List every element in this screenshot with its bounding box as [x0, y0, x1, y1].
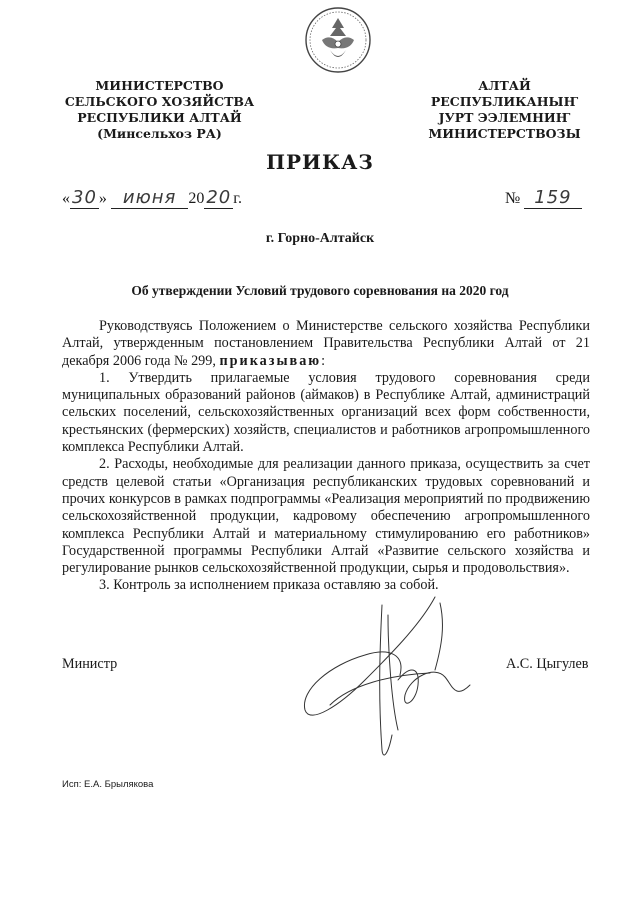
order-number: [505, 187, 582, 208]
date-year-prefix: 20: [188, 190, 205, 207]
order-date: [62, 187, 242, 208]
clause-3: 3. Контроль за исполнением приказа оставляю за собой.: [99, 577, 439, 594]
date-year-mark: г.: [233, 190, 243, 207]
preamble-colon: :: [321, 352, 326, 369]
order-word: приказываю: [219, 352, 322, 369]
date-month: июня: [111, 187, 188, 209]
ministry-header-altai: [397, 78, 612, 142]
date-open-quote: «: [62, 190, 70, 207]
clause-1: 1. Утвердить прилагаемые условия трудового соревнования среди муниципальных образований районов (аймаков) в Республике Алтай, администраций сельских поселений, сельскохозяйственных организаций всех форм собственности, крестьянских (фермерских) хозяйств, специалистов и работников агропромышленного комплекса Республики Алтай.: [62, 369, 590, 456]
number-value: 159: [524, 187, 581, 209]
header-line: (Минсельхоз РА): [97, 126, 222, 141]
signatory-position: Министр: [62, 656, 118, 672]
date-year-suffix: 20: [206, 187, 232, 208]
preamble-text: Руководствуясь Положением о Министерстве сельского хозяйства Республики Алтай, утвержденным постановлением Правительства Республики Алтай от 21 декабря 2006 года № 299,: [62, 318, 590, 369]
executor-note: Исп: Е.А. Брылякова: [62, 779, 154, 790]
number-label: №: [505, 190, 521, 207]
header-line: МИНИСТЕРСТВО: [95, 78, 224, 93]
date-day: 30: [72, 187, 97, 208]
document-title: ПРИКАЗ: [266, 150, 374, 174]
header-line: РЕСПУБЛИКИ АЛТАЙ: [77, 110, 242, 125]
header-line: ЈУРТ ЭЭЛЕМНИҤ: [438, 110, 571, 125]
header-line: РЕСПУБЛИКАНЫҤ: [430, 94, 579, 109]
clause-2: 2. Расходы, необходимые для реализации данного приказа, осуществить за счет средств целевой статьи «Организация республиканских трудовых соревнований и прочих конкурсов в рамках подпрограммы «Реализация мероприятий по продвижению сельскохозяйственной продукции, кадровому обеспечению агропромышленного комплекса Республики Алтай и материальному стимулированию его работников» Государственной программы Республики Алтай «Развитие сельского хозяйства и регулирование рынков сельскохозяйственной продукции, сырья и продовольствия».: [62, 456, 590, 577]
date-close-quote: »: [98, 190, 107, 207]
signatory-name: А.С. Цыгулев: [506, 656, 589, 672]
header-line: АЛТАЙ: [478, 78, 531, 93]
order-body: [62, 318, 590, 595]
city-line: г. Горно-Алтайск: [265, 231, 375, 246]
coat-of-arms-emblem: [300, 6, 376, 74]
order-subject: Об утверждении Условий трудового соревнования на 2020 год: [131, 283, 509, 298]
header-line: СЕЛЬСКОГО ХОЗЯЙСТВА: [64, 94, 255, 109]
ministry-header-russian: [52, 78, 267, 142]
handwritten-signature: [270, 585, 520, 785]
header-line: МИНИСТЕРСТВОЗЫ: [428, 126, 581, 141]
preamble-paragraph: [62, 318, 590, 370]
